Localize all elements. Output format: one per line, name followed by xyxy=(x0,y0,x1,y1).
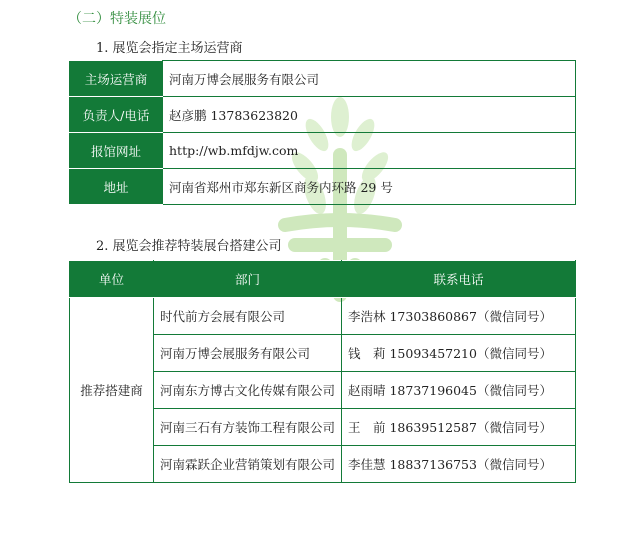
table-row xyxy=(70,298,576,335)
header-dept: 部门 xyxy=(154,261,342,298)
unit-cell: 推荐搭建商 xyxy=(70,298,154,483)
builders-heading: 2. 展览会推荐特装展台搭建公司 xyxy=(96,239,282,254)
table-row xyxy=(70,61,576,97)
operator-table xyxy=(69,60,576,205)
row-label: 负责人/电话 xyxy=(70,97,163,133)
contact-cell: 李佳慧 18837136753（微信同号） xyxy=(342,446,576,483)
company-cell: 河南三石有方装饰工程有限公司 xyxy=(154,409,342,446)
row-label: 地址 xyxy=(70,169,163,205)
row-value: 河南省郑州市郑东新区商务内环路 29 号 xyxy=(163,169,576,205)
row-label: 主场运营商 xyxy=(70,61,163,97)
company-cell: 河南万博会展服务有限公司 xyxy=(154,335,342,372)
header-unit: 单位 xyxy=(70,261,154,298)
table-row xyxy=(70,133,576,169)
row-value: http://wb.mfdjw.com xyxy=(163,133,576,169)
company-cell: 河南霖跃企业营销策划有限公司 xyxy=(154,446,342,483)
row-label: 报馆网址 xyxy=(70,133,163,169)
contact-cell: 李浩林 17303860867（微信同号） xyxy=(342,298,576,335)
row-value: 河南万博会展服务有限公司 xyxy=(163,61,576,97)
contact-cell: 钱 莉 15093457210（微信同号） xyxy=(342,335,576,372)
section-title: （二）特装展位 xyxy=(68,11,166,27)
operator-heading: 1. 展览会指定主场运营商 xyxy=(96,41,243,56)
table-row xyxy=(70,97,576,133)
company-cell: 河南东方博古文化传媒有限公司 xyxy=(154,372,342,409)
builders-table xyxy=(69,260,576,483)
contact-cell: 赵雨晴 18737196045（微信同号） xyxy=(342,372,576,409)
table-row xyxy=(70,169,576,205)
header-phone: 联系电话 xyxy=(342,261,576,298)
company-cell: 时代前方会展有限公司 xyxy=(154,298,342,335)
contact-cell: 王 前 18639512587（微信同号） xyxy=(342,409,576,446)
row-value: 赵彦鹏 13783623820 xyxy=(163,97,576,133)
